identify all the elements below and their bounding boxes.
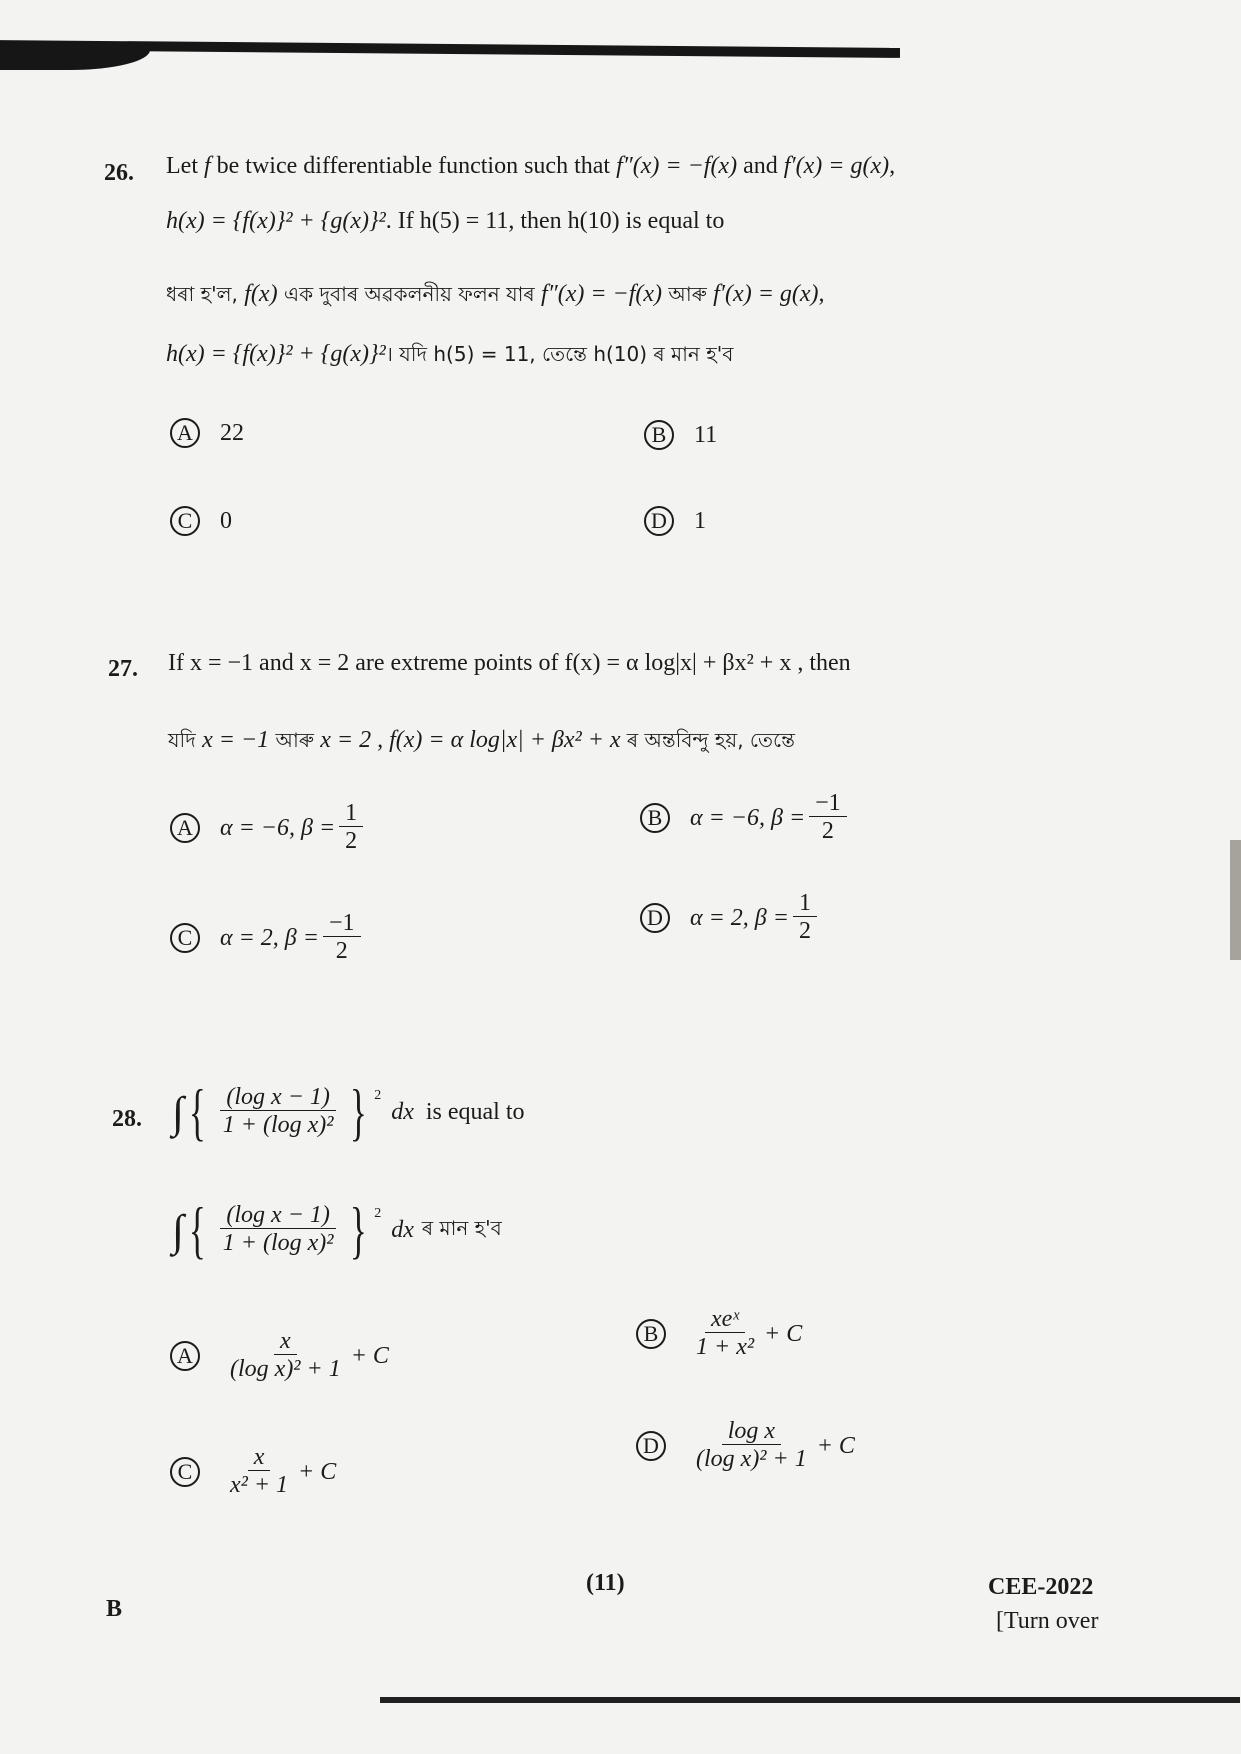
option-bubble[interactable]: A [170, 418, 200, 448]
fraction: $\frac{-1}{2}$ [323, 910, 361, 966]
option-bubble[interactable]: C [170, 506, 200, 536]
question-26-option-b[interactable]: B 11 [644, 420, 717, 450]
fraction: $\frac{x}{\text{x² + 1}}$ [230, 1444, 289, 1499]
question-27-number: 27. [108, 656, 138, 682]
fraction: $\frac{\text{xeˣ}}{\text{1 + x²}}$ [696, 1306, 755, 1361]
question-27-assamese-line: যদি x = −1 আৰু x = 2 , f(x) = α log|x| + βx² + x ৰ অন্তবিন্দু হয়, তেন্তে [168, 727, 795, 753]
question-27-option-d[interactable]: D α = 2, β = $\frac{1}{2}$ [640, 890, 821, 946]
question-28-assamese-integral: ∫ { $\frac{\text{(log x − 1)}}{\text{1 + (log x)²}}$ } $^2$ dx ৰ মান হ'ব [172, 1194, 502, 1265]
question-26-option-d[interactable]: D 1 [644, 506, 706, 536]
question-28-number: 28. [112, 1106, 142, 1132]
question-27-option-b[interactable]: B α = −6, β = $\frac{-1}{2}$ [640, 790, 851, 846]
exam-code: CEE-2022 [988, 1574, 1094, 1600]
fraction: $\frac{x}{\text{(log x)² + 1}}$ [230, 1328, 341, 1383]
question-27-english-line: If x = −1 and x = 2 are extreme points of f(x) = α log|x| + βx² + x , then [168, 650, 851, 676]
option-bubble[interactable]: A [170, 813, 200, 843]
question-26-english-line-2: h(x) = {f(x)}² + {g(x)}². If h(5) = 11, then h(10) is equal to [166, 208, 725, 234]
fraction: $\frac{\text{(log x − 1)}}{\text{1 + (log x)²}}$ [217, 1084, 340, 1140]
fraction: $\frac{1}{2}$ [339, 800, 363, 856]
question-26-option-c[interactable]: C 0 [170, 506, 232, 536]
scan-edge-right [1230, 840, 1241, 960]
question-28-option-d[interactable]: D $\frac{\text{log x}}{\text{(log x)² + 1}}$ + C [636, 1418, 855, 1474]
option-bubble[interactable]: A [170, 1341, 200, 1371]
question-28-option-a[interactable]: A $\frac{x}{\text{(log x)² + 1}}$ + C [170, 1328, 389, 1384]
question-28-english-integral: ∫ { $\frac{\text{(log x − 1)}}{\text{1 + (log x)²}}$ } $^2$ dx is equal to [172, 1076, 525, 1147]
option-bubble[interactable]: D [640, 903, 670, 933]
option-bubble[interactable]: B [636, 1319, 666, 1349]
question-27-option-a[interactable]: A α = −6, β = $\frac{1}{2}$ [170, 800, 367, 856]
question-26-assamese-line-1: ধৰা হ'ল, f(x) এক দুবাৰ অৱকলনীয় ফলন যাৰ f″(x) = −f(x) আৰু f′(x) = g(x), [166, 281, 825, 307]
option-bubble[interactable]: C [170, 923, 200, 953]
scan-edge-bottom [380, 1697, 1240, 1703]
option-bubble[interactable]: D [636, 1431, 666, 1461]
fraction: $\frac{-1}{2}$ [809, 790, 847, 846]
question-28-option-c[interactable]: C $\frac{x}{\text{x² + 1}}$ + C [170, 1444, 336, 1500]
option-bubble[interactable]: B [644, 420, 674, 450]
option-bubble[interactable]: B [640, 803, 670, 833]
question-26-assamese-line-2: h(x) = {f(x)}² + {g(x)}²। যদি h(5) = 11, তেন্তে h(10) ৰ মান হ'ব [166, 341, 734, 367]
booklet-series: B [106, 1596, 123, 1622]
question-28-option-b[interactable]: B $\frac{\text{xeˣ}}{\text{1 + x²}}$ + C [636, 1306, 802, 1362]
option-bubble[interactable]: C [170, 1457, 200, 1487]
fraction: $\frac{\text{log x}}{\text{(log x)² + 1}}$ [696, 1418, 807, 1473]
question-26-english-line-1: Let f be twice differentiable function such that f″(x) = −f(x) and f′(x) = g(x), [166, 153, 896, 179]
fraction: $\frac{1}{2}$ [793, 890, 817, 946]
question-27-option-c[interactable]: C α = 2, β = $\frac{-1}{2}$ [170, 910, 365, 966]
fraction: $\frac{\text{(log x − 1)}}{\text{1 + (log x)²}}$ [217, 1202, 340, 1258]
page-number: (11) [586, 1570, 625, 1596]
turn-over-note: [Turn over [996, 1608, 1099, 1634]
option-bubble[interactable]: D [644, 506, 674, 536]
scan-edge-corner [0, 50, 150, 70]
question-26-option-a[interactable]: A 22 [170, 418, 244, 448]
question-26-number: 26. [104, 160, 134, 186]
